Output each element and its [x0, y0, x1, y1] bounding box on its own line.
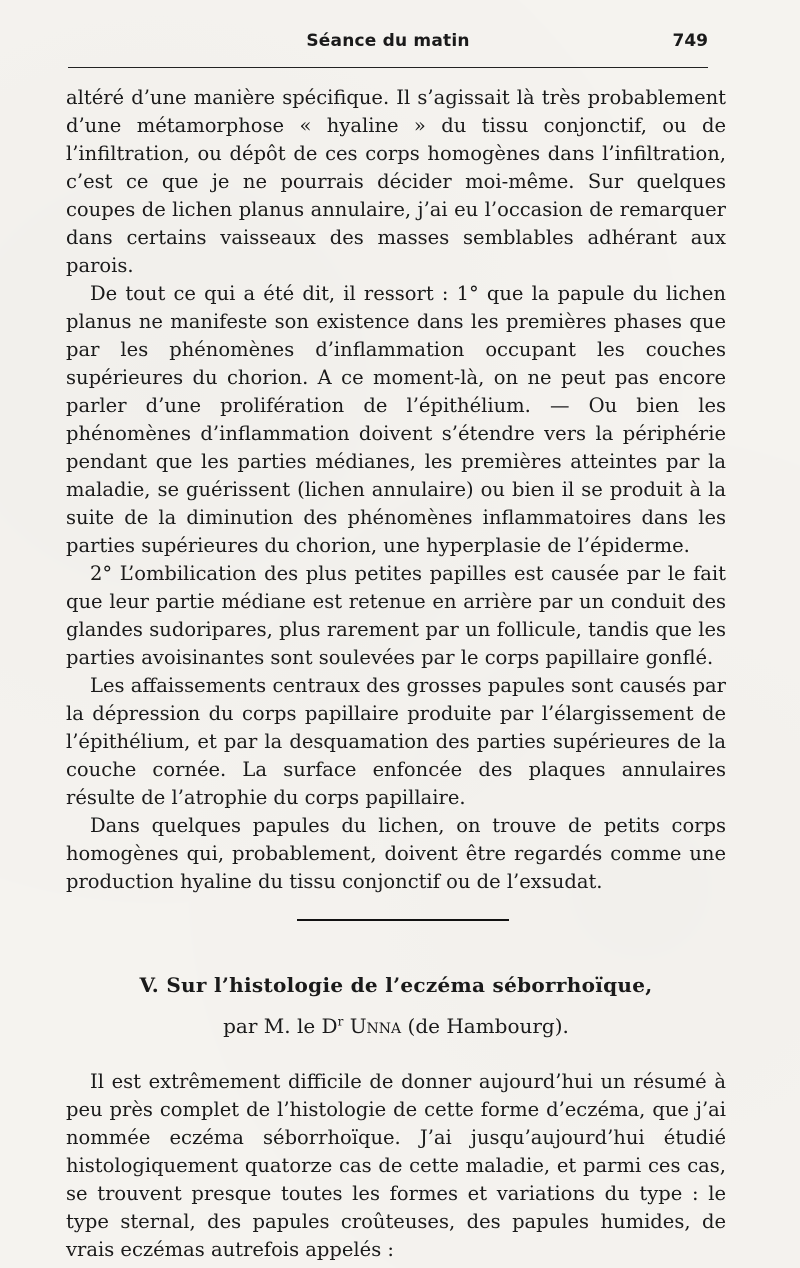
paragraph: De tout ce qui a été dit, il ressort : 1° que la papule du lichen planus ne manifeste son existence dans les premières phases que par les phénomènes d’inflammation occupant les couches supérieures du chorion. A ce moment-là, on ne peut pas encore parler d’une prolifération de l’épithélium. — Ou bien les phénomènes d’inflammation doivent s’étendre vers la périphérie pendant que les parties médianes, les premières atteintes par la maladie, se guérissent (lichen annulaire) ou bien il se produit à la suite de la diminution des phénomènes inflammatoires dans les parties supérieures du chorion, une hyperplasie de l’épiderme.: [66, 282, 726, 557]
paragraph: Dans quelques papules du lichen, on trouve de petits corps homogènes qui, probablement, doivent être regardés comme une production hyaline du tissu conjonctif ou de l’exsudat.: [66, 814, 726, 893]
header-rule: [68, 67, 708, 68]
author-byline: [66, 1014, 726, 1038]
body-text-top: [66, 84, 726, 896]
section-title: V. Sur l’histologie de l’eczéma séborrhoïque,: [139, 973, 653, 997]
paragraph: 2° L’ombilication des plus petites papilles est causée par le fait que leur partie médiane est retenue en arrière par un conduit des glandes sudoripares, plus rarement par un follicule, tandis que les parties avoisinantes sont soulevées par le corps papillaire gonflé.: [66, 562, 726, 669]
byline-superscript: r: [337, 1014, 344, 1029]
byline-prefix: par M. le D: [223, 1014, 338, 1038]
page-header: [68, 28, 708, 62]
paragraph: altéré d’une manière spécifique. Il s’agissait là très probablement d’une métamorphose « hyaline » du tissu conjonctif, ou de l’infiltration, ou dépôt de ces corps homogènes dans l’infiltration, c’est ce que je ne pourrais décider moi-même. Sur quelques coupes de lichen planus annulaire, j’ai eu l’occasion de remarquer dans certains vaisseaux des masses semblables adhérant aux parois.: [66, 86, 726, 277]
page-number: 749: [672, 31, 708, 51]
running-head: Séance du matin: [306, 31, 470, 51]
paragraph: Les affaissements centraux des grosses papules sont causés par la dépression du corps papillaire produite par l’élargissement de l’épithélium, et par la desquamation des parties supérieures de la couche cornée. La surface enfoncée des plaques annulaires résulte de l’atrophie du corps papillaire.: [66, 674, 726, 809]
paragraph: Il est extrêmement difficile de donner aujourd’hui un résumé à peu près complet de l’histologie de cette forme d’eczéma, que j’ai nommée eczéma séborrhoïque. J’ai jusqu’aujourd’hui étudié histologiquement quatorze cas de cette maladie, et parmi ces cas, se trouvent presque toutes les formes et variations du type : le type sternal, des papules croûteuses, des papules humides, de vrais eczémas autrefois appelés :: [66, 1070, 726, 1261]
section-divider: [297, 919, 509, 921]
author-name: Unna: [349, 1014, 402, 1038]
byline-suffix: (de Hambourg).: [401, 1014, 569, 1038]
body-text-section: [66, 1068, 726, 1264]
